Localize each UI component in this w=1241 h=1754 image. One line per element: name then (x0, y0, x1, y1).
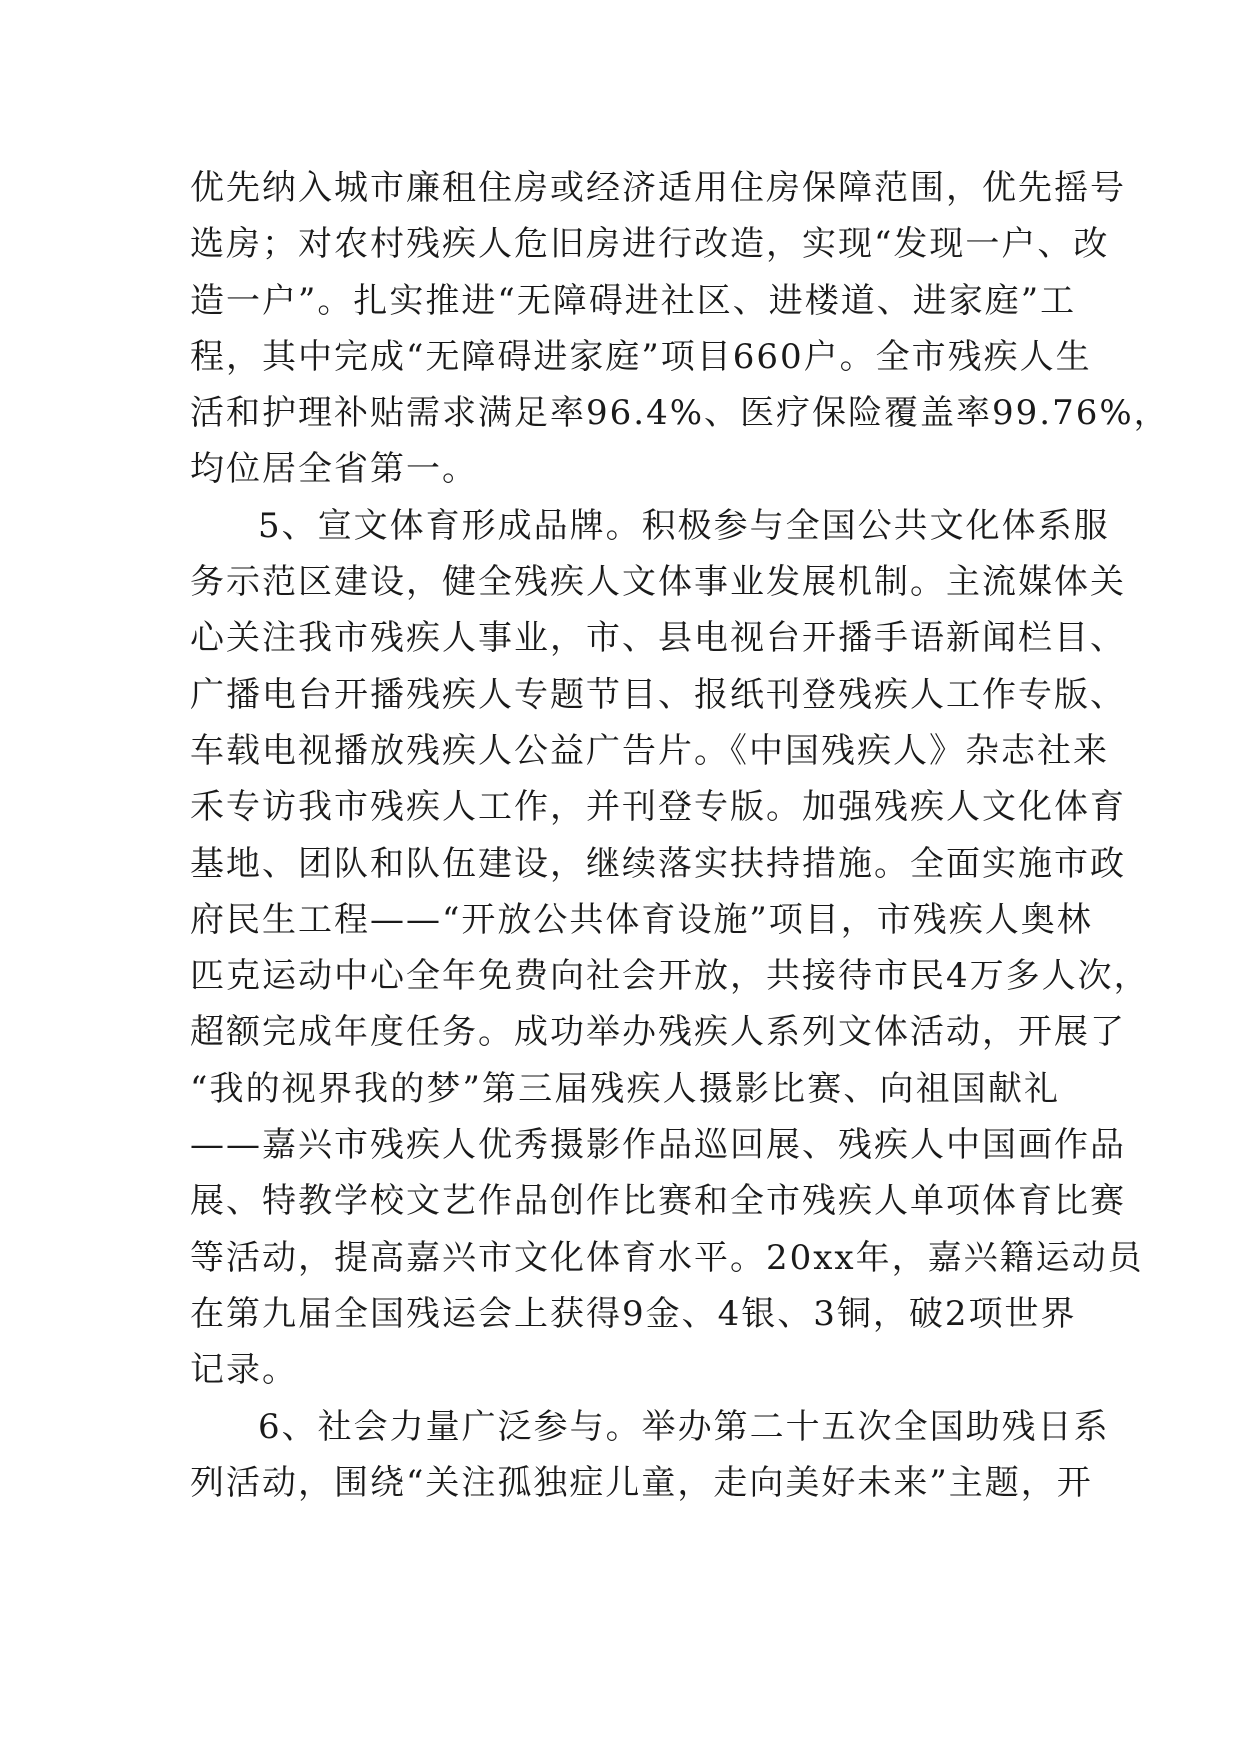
text-line: 广播电台开播残疾人专题节目、报纸刊登残疾人工作专版、 (190, 674, 1126, 715)
paragraph-first-line: 5、宣文体育形成品牌。积极参与全国公共文化体系服 (258, 505, 1110, 546)
text-line: 务示范区建设，健全残疾人文体事业发展机制。主流媒体关 (190, 562, 1126, 603)
text-line: 选房；对农村残疾人危旧房进行改造，实现“发现一户、改 (190, 224, 1110, 265)
text-line: 优先纳入城市廉租住房或经济适用住房保障范围，优先摇号 (190, 168, 1126, 208)
text-line: 等活动，提高嘉兴市文化体育水平。20xx年，嘉兴籍运动员 (190, 1237, 1144, 1278)
text-line: 匹克运动中心全年免费向社会开放，共接待市民4万多人次， (190, 956, 1150, 997)
paragraph-first-line: 6、社会力量广泛参与。举办第二十五次全国助残日系 (258, 1406, 1110, 1447)
text-line: “我的视界我的梦”第三届残疾人摄影比赛、向祖国献礼 (190, 1068, 1060, 1109)
text-line: 禾专访我市残疾人工作，并刊登专版。加强残疾人文化体育 (190, 787, 1126, 828)
text-line: 基地、团队和队伍建设，继续落实扶持措施。全面实施市政 (190, 843, 1126, 884)
text-line: 列活动，围绕“关注孤独症儿童，走向美好未来”主题，开 (190, 1462, 1093, 1503)
text-line: 车载电视播放残疾人公益广告片。《中国残疾人》杂志社来 (190, 730, 1109, 771)
text-line: 程，其中完成“无障碍进家庭”项目660户。全市残疾人生 (190, 336, 1092, 377)
text-line: 在第九届全国残运会上获得9金、4银、3铜，破2项世界 (190, 1293, 1077, 1334)
text-line: 活和护理补贴需求满足率96.4%、医疗保险覆盖率99.76%， (190, 393, 1170, 434)
text-line: 均位居全省第一。 (190, 449, 478, 490)
text-line: 展、特教学校文艺作品创作比赛和全市残疾人单项体育比赛 (190, 1181, 1126, 1222)
text-line: 造一户”。扎实推进“无障碍进社区、进楼道、进家庭”工 (190, 280, 1077, 321)
text-line: 心关注我市残疾人事业，市、县电视台开播手语新闻栏目、 (190, 618, 1126, 659)
text-line: ——嘉兴市残疾人优秀摄影作品巡回展、残疾人中国画作品 (190, 1125, 1126, 1166)
text-line: 超额完成年度任务。成功举办残疾人系列文体活动，开展了 (190, 1012, 1126, 1053)
text-line: 记录。 (190, 1350, 298, 1391)
text-line: 府民生工程——“开放公共体育设施”项目，市残疾人奥林 (190, 899, 1093, 940)
document-body (190, 160, 1170, 1511)
